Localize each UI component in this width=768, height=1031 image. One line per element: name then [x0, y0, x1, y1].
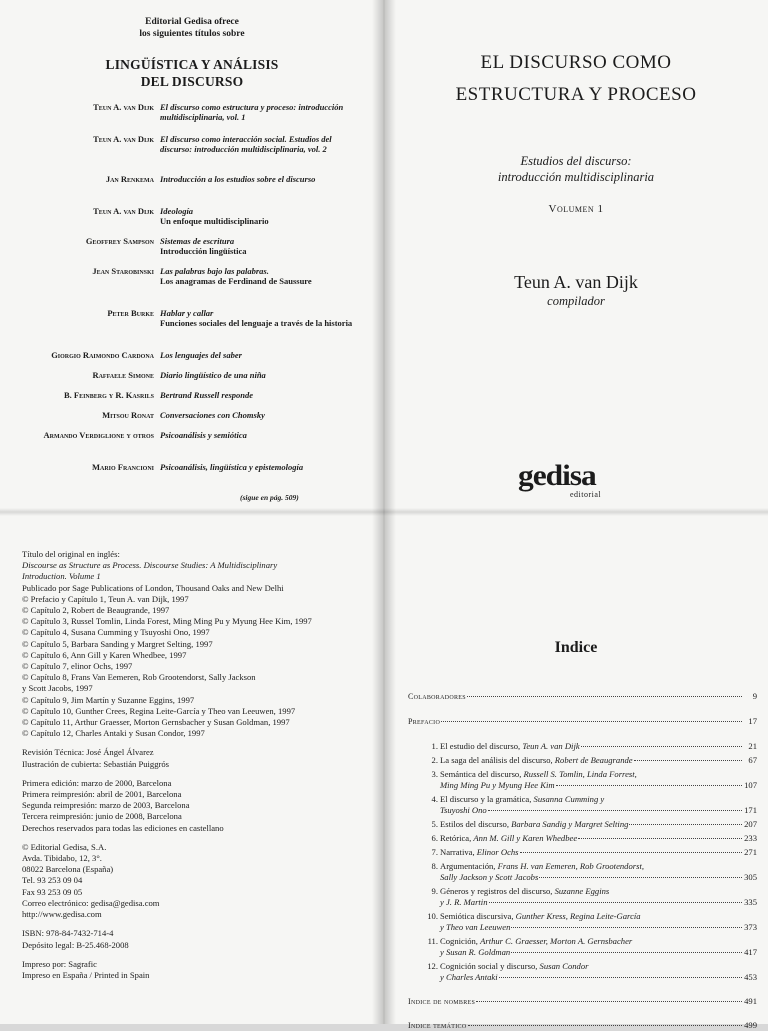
toc-leader	[578, 838, 742, 839]
toc-text	[440, 936, 757, 958]
toc-label	[408, 1020, 467, 1031]
toc-line	[408, 691, 757, 702]
toc-text	[440, 961, 757, 983]
copyright-line: © Prefacio y Capítulo 1, Teun A. van Dijk, 1997	[22, 593, 189, 604]
catalog-book-title: El discurso como estructura y proceso: introducción multidisciplinaria, vol. 1	[160, 102, 344, 122]
toc-number: 9.	[431, 886, 438, 896]
catalog-author: Raffaele Simone	[92, 370, 154, 380]
catalog-author: Mario Francioni	[91, 462, 154, 472]
toc-chapter-author: Elinor Ochs	[476, 847, 519, 857]
original-label: Título del original en inglés:	[22, 549, 120, 559]
publisher-offer	[0, 16, 384, 40]
toc-line	[440, 780, 757, 791]
catalog-book-title: Psicoanálisis, lingüística y epistemología	[160, 462, 304, 472]
toc-leader	[468, 1025, 743, 1026]
catalog-book	[160, 174, 360, 184]
toc-line	[440, 947, 757, 958]
toc-leader	[511, 927, 742, 928]
staff-block	[22, 747, 372, 769]
toc-leader	[511, 952, 742, 953]
toc-chapter-author-cont: Ming Ming Pu y Myung Hee Kim	[440, 780, 555, 790]
toc-chapter-author: Gunther Kress, Regina Leite-García	[515, 911, 641, 921]
copyright-line: © Capítulo 5, Barbara Sanding y Margret Selting, 1997	[22, 638, 213, 649]
toc-leader	[476, 1001, 742, 1002]
toc-section: Colaboradores	[408, 692, 466, 701]
publisher-line-1: Editorial Gedisa ofrece	[145, 17, 239, 27]
address-line: Tel. 93 253 09 04	[22, 875, 83, 886]
toc-section: Indice de nombres	[408, 997, 476, 1006]
toc-label	[440, 755, 633, 766]
toc-chapter-author-cont: Sally Jackson y Scott Jacobs	[440, 872, 539, 882]
volume-label: Volumen 1	[548, 203, 604, 215]
toc-chapter-author: Russell S. Tomlin, Linda Forrest,	[523, 769, 637, 779]
catalog-book-subtitle: Introducción lingüística	[160, 246, 247, 256]
toc-label	[440, 897, 488, 908]
toc-line	[440, 819, 757, 830]
catalog-author: Peter Burke	[107, 308, 154, 318]
published-by: Publicado por Sage Publications of London, Thousand Oaks and New Delhi	[22, 582, 284, 593]
toc-text	[440, 769, 757, 791]
toc-chapter-title: Semántica del discurso,	[440, 769, 524, 779]
toc-page: 171	[744, 805, 757, 815]
toc-chapter-author: Ann M. Gill y Karen Whedbee	[473, 833, 578, 843]
original-title-block	[22, 549, 372, 739]
isbn: ISBN: 978-84-7432-714-4	[22, 928, 114, 939]
printer-block	[22, 959, 372, 981]
original-title-line-2: Introduction. Volume 1	[22, 571, 101, 582]
toc-number: 8.	[431, 861, 438, 871]
toc-text	[440, 886, 757, 908]
copyright-line: © Capítulo 4, Susana Cumming y Tsuyoshi Ono, 1997	[22, 627, 210, 638]
toc-text	[440, 819, 757, 830]
toc-label	[440, 833, 577, 844]
toc-page: 17	[748, 716, 757, 726]
toc-chapter-title: La saga del análisis del discurso,	[440, 755, 555, 765]
catalog-author: Mitsou Ronat	[102, 410, 154, 420]
toc-page: 21	[748, 741, 757, 751]
edition-line: Primera reimpresión: abril de 2001, Barcelona	[22, 789, 182, 800]
address-line: Avda. Tibidabo, 12, 3°.	[22, 853, 102, 864]
toc-label	[440, 794, 604, 805]
cover-illustration: Ilustración de cubierta: Sebastián Puiggrós	[22, 758, 170, 769]
toc-chapter-author: Frans H. van Eemeren, Rob Grootendorst,	[497, 861, 645, 871]
copyright-line: y Scott Jacobs, 1997	[22, 683, 93, 694]
toc-chapter-title: Estilos del discurso,	[440, 819, 512, 829]
catalog-book-title: Las palabras bajo las palabras.	[160, 266, 269, 276]
toc-label	[440, 961, 589, 972]
catalog-author: Geoffrey Sampson	[85, 236, 154, 246]
copyright-line: © Capítulo 9, Jim Martín y Suzanne Eggins, 1997	[22, 694, 195, 705]
editions-list	[22, 778, 372, 834]
index-page	[384, 512, 768, 1030]
toc-label	[440, 861, 644, 872]
catalog-book-title: Psicoanálisis y semiótica	[160, 430, 247, 440]
toc-line	[408, 716, 757, 727]
toc-text	[440, 847, 757, 858]
publisher-address	[22, 842, 372, 920]
catalog-book-subtitle: Funciones sociales del lenguaje a través de la historia	[160, 318, 353, 328]
toc-page: 67	[748, 755, 757, 765]
toc-chapter-title: Cognición,	[440, 936, 481, 946]
catalog-book-title: Diario lingüístico de una niña	[160, 370, 266, 380]
toc-text	[408, 691, 757, 702]
toc-number: 3.	[431, 769, 438, 779]
catalog-author: Teun A. van Dijk	[93, 102, 154, 112]
toc-line	[440, 886, 757, 897]
book-subtitle-line-1: Estudios del discurso:	[520, 154, 632, 168]
edition-line: Tercera reimpresión: junio de 2008, Barcelona	[22, 811, 182, 822]
toc-label	[408, 716, 440, 727]
copyright-line: © Capítulo 10, Gunther Crees, Regina Leite-García y Theo van Leeuwen, 1997	[22, 705, 296, 716]
toc-page: 417	[744, 947, 757, 957]
toc-page: 499	[744, 1020, 757, 1030]
toc-text	[408, 716, 757, 727]
edition-line: Segunda reimpresión: marzo de 2003, Barcelona	[22, 800, 190, 811]
copyright-list	[22, 594, 372, 740]
toc-label	[440, 819, 628, 830]
toc-line	[440, 805, 757, 816]
catalog-author: Jan Renkema	[105, 174, 154, 184]
toc-chapter-author-cont: y Charles Antaki	[440, 972, 498, 982]
toc-number: 5.	[431, 819, 438, 829]
toc-number: 4.	[431, 794, 438, 804]
catalog-book	[160, 430, 360, 440]
address-line: © Editorial Gedisa, S.A.	[22, 841, 107, 852]
catalog-book	[160, 308, 360, 328]
toc-line	[440, 847, 757, 858]
toc-line	[440, 794, 757, 805]
catalog-book-subtitle: Un enfoque multidisciplinario	[160, 216, 269, 226]
toc-number: 10.	[427, 911, 438, 921]
toc-label	[440, 886, 609, 897]
catalog-book-title: Los lenguajes del saber	[160, 350, 242, 360]
toc-line	[440, 911, 757, 922]
toc-chapter-author: Barbara Sandig y Margret Selting	[511, 819, 629, 829]
toc-line	[440, 897, 757, 908]
edition-line: Derechos reservados para todas las ediciones en castellano	[22, 822, 224, 833]
toc-leader	[629, 824, 742, 825]
book-title-line-1: EL DISCURSO COMO	[480, 52, 672, 73]
catalog-author: Jean Starobinski	[92, 266, 154, 276]
toc-label	[440, 805, 487, 816]
printed-by: Impreso por: Sagrafic	[22, 958, 97, 969]
catalog-book	[160, 102, 360, 122]
catalog-author: Giorgio Raimondo Cardona	[51, 350, 154, 360]
toc-chapter-author-cont: Tsuyoshi Ono	[440, 805, 487, 815]
catalog-book-title: Introducción a los estudios sobre el discurso	[160, 174, 316, 184]
catalog-book	[160, 462, 360, 472]
catalog-book-title: Conversaciones con Chomsky	[160, 410, 265, 420]
toc-line	[440, 861, 757, 872]
toc-page: 9	[752, 691, 757, 701]
toc-chapter-author: Suzanne Eggins	[554, 886, 610, 896]
credits-page	[0, 512, 384, 1024]
toc-section: Indice temático	[408, 1021, 467, 1030]
toc-page: 491	[744, 996, 757, 1006]
series-line-2: DEL DISCURSO	[140, 74, 244, 89]
toc-page: 107	[744, 780, 757, 790]
toc-page: 335	[744, 897, 757, 907]
isbn-block	[22, 928, 372, 950]
title-page	[384, 0, 768, 512]
toc-chapter-title: Semiótica discursiva,	[440, 911, 516, 921]
toc-label	[440, 741, 580, 752]
toc-line	[440, 833, 757, 844]
toc-page: 207	[744, 819, 757, 829]
catalog-book	[160, 410, 360, 420]
toc-chapter-title: Géneros y registros del discurso,	[440, 886, 555, 896]
toc-leader	[581, 746, 742, 747]
toc-chapter-author: Robert de Beaugrande	[554, 755, 633, 765]
toc-text	[440, 741, 757, 752]
toc-text	[440, 911, 757, 933]
toc-page: 373	[744, 922, 757, 932]
toc-line	[408, 1020, 757, 1031]
toc-number: 6.	[431, 833, 438, 843]
toc-chapter-title: El discurso y la gramática,	[440, 794, 534, 804]
index-title: Indice	[554, 639, 598, 656]
toc-page: 453	[744, 972, 757, 982]
catalog-page	[0, 0, 384, 512]
toc-chapter-title: Cognición social y discurso,	[440, 961, 540, 971]
toc-label	[440, 847, 519, 858]
toc-leader	[467, 696, 742, 697]
logo-wordmark: gedisa	[518, 459, 596, 492]
toc-leader	[488, 810, 742, 811]
edition-line: Primera edición: marzo de 2000, Barcelona	[22, 777, 172, 788]
catalog-book-title: El discurso como interacción social. Estudios del discurso: introducción multidisciplinaria, vol. 2	[160, 134, 332, 154]
catalog-author: Teun A. van Dijk	[93, 134, 154, 144]
address-line: 08022 Barcelona (España)	[22, 864, 114, 875]
toc-page: 271	[744, 847, 757, 857]
toc-line	[440, 769, 757, 780]
toc-chapter-title: El estudio del discurso,	[440, 741, 523, 751]
toc-label	[440, 872, 538, 883]
toc-leader	[489, 902, 743, 903]
toc-section: Prefacio	[408, 717, 441, 726]
copyright-line: © Capítulo 12, Charles Antaki y Susan Condor, 1997	[22, 728, 205, 739]
catalog-book	[160, 266, 360, 286]
toc-page: 305	[744, 872, 757, 882]
toc-leader	[556, 785, 742, 786]
toc-line	[440, 922, 757, 933]
catalog-book	[160, 350, 360, 360]
toc-label	[440, 936, 632, 947]
catalog-book	[160, 206, 360, 226]
series-line-1: LINGÜÍSTICA Y ANÁLISIS	[105, 57, 279, 72]
series-title	[0, 56, 384, 90]
address-line: http://www.gedisa.com	[22, 909, 102, 920]
toc-label	[440, 947, 510, 958]
toc-text	[440, 755, 757, 766]
toc-chapter-author-cont: y Susan R. Goldman	[440, 947, 511, 957]
book-subtitle-line-2: introducción multidisciplinaria	[497, 170, 655, 184]
toc-line	[440, 872, 757, 883]
toc-line	[440, 755, 757, 766]
toc-label	[408, 691, 466, 702]
catalog-book	[160, 390, 360, 400]
toc-label	[440, 922, 510, 933]
toc-label	[440, 972, 498, 983]
toc-text	[408, 1020, 757, 1031]
printed-in: Impreso en España / Printed in Spain	[22, 969, 150, 980]
toc-chapter-author-cont: y J. R. Martin	[440, 897, 488, 907]
copyright-line: © Capítulo 6, Ann Gill y Karen Whedbee, 1997	[22, 649, 187, 660]
toc-line	[440, 972, 757, 983]
catalog-footer: (sigue en pág. 509)	[240, 493, 299, 502]
toc-chapter-author: Arthur C. Graesser, Morton A. Gernsbacher	[480, 936, 633, 946]
toc-label	[440, 780, 555, 791]
catalog-book	[160, 236, 360, 256]
logo-subtext: editorial	[570, 490, 602, 499]
catalog-book	[160, 370, 360, 380]
technical-revision: Revisión Técnica: José Ángel Álvarez	[22, 747, 154, 758]
toc-chapter-title: Narrativa,	[440, 847, 477, 857]
book-author: Teun A. van Dijk	[514, 272, 638, 292]
book-title-line-2: ESTRUCTURA Y PROCESO	[455, 84, 697, 105]
toc-text	[440, 861, 757, 883]
toc-label	[408, 996, 475, 1007]
toc-text	[440, 833, 757, 844]
publisher-line-2: los siguientes títulos sobre	[139, 29, 245, 39]
toc-chapter-author: Teun A. van Dijk	[522, 741, 580, 751]
legal-deposit: Depósito legal: B-25.468-2008	[22, 939, 129, 950]
catalog-author: B. Feinberg y R. Kasrils	[63, 390, 154, 400]
address-line: Correo electrónico: gedisa@gedisa.com	[22, 897, 160, 908]
catalog-book-title: Ideología	[160, 206, 194, 216]
toc-number: 12.	[427, 961, 438, 971]
gedisa-logo	[518, 460, 638, 510]
toc-text	[408, 996, 757, 1007]
toc-line	[440, 741, 757, 752]
catalog-author: Armando Verdiglione y otros	[43, 430, 154, 440]
catalog-book-subtitle: Los anagramas de Ferdinand de Saussure	[160, 276, 312, 286]
toc-number: 7.	[431, 847, 438, 857]
catalog-book-title: Sistemas de escritura	[160, 236, 235, 246]
toc-number: 2.	[431, 755, 438, 765]
author-role: compilador	[547, 294, 605, 308]
toc-leader	[520, 852, 742, 853]
catalog-book	[160, 134, 360, 154]
toc-chapter-author: Susan Condor	[539, 961, 589, 971]
toc-leader	[441, 721, 742, 722]
toc-line	[440, 961, 757, 972]
copyright-line: © Capítulo 11, Arthur Graesser, Morton Gernsbacher y Susan Goldman, 1997	[22, 717, 290, 728]
toc-chapter-title: Argumentación,	[440, 861, 498, 871]
catalog-author: Teun A. van Dijk	[93, 206, 154, 216]
original-title-line-1: Discourse as Structure as Process. Discourse Studies: A Multidisciplinary	[22, 560, 278, 571]
copyright-line: © Capítulo 7, elinor Ochs, 1997	[22, 661, 133, 672]
toc-chapter-title: Retórica,	[440, 833, 474, 843]
catalog-book-title: Bertrand Russell responde	[160, 390, 254, 400]
catalog-book-title: Hablar y callar	[160, 308, 214, 318]
toc-label	[440, 769, 637, 780]
copyright-line: © Capítulo 2, Robert de Beaugrande, 1997	[22, 605, 170, 616]
toc-leader	[634, 760, 742, 761]
toc-label	[440, 911, 641, 922]
toc-number: 11.	[427, 936, 438, 946]
toc-number: 1.	[431, 741, 438, 751]
toc-chapter-author: Susanna Cumming y	[533, 794, 605, 804]
toc-chapter-author-cont: y Theo van Leeuwen	[440, 922, 511, 932]
copyright-line: © Capítulo 8, Frans Van Eemeren, Rob Grootendorst, Sally Jackson	[22, 672, 256, 683]
copyright-line: © Capítulo 3, Russel Tomlin, Linda Forest, Ming Ming Pu y Myung Hee Kim, 1997	[22, 616, 312, 627]
toc-text	[440, 794, 757, 816]
address-line: Fax 93 253 09 05	[22, 886, 83, 897]
toc-leader	[539, 877, 742, 878]
toc-page: 233	[744, 833, 757, 843]
toc-line	[440, 936, 757, 947]
credits-text	[22, 549, 372, 989]
toc-line	[408, 996, 757, 1007]
toc-leader	[499, 977, 742, 978]
